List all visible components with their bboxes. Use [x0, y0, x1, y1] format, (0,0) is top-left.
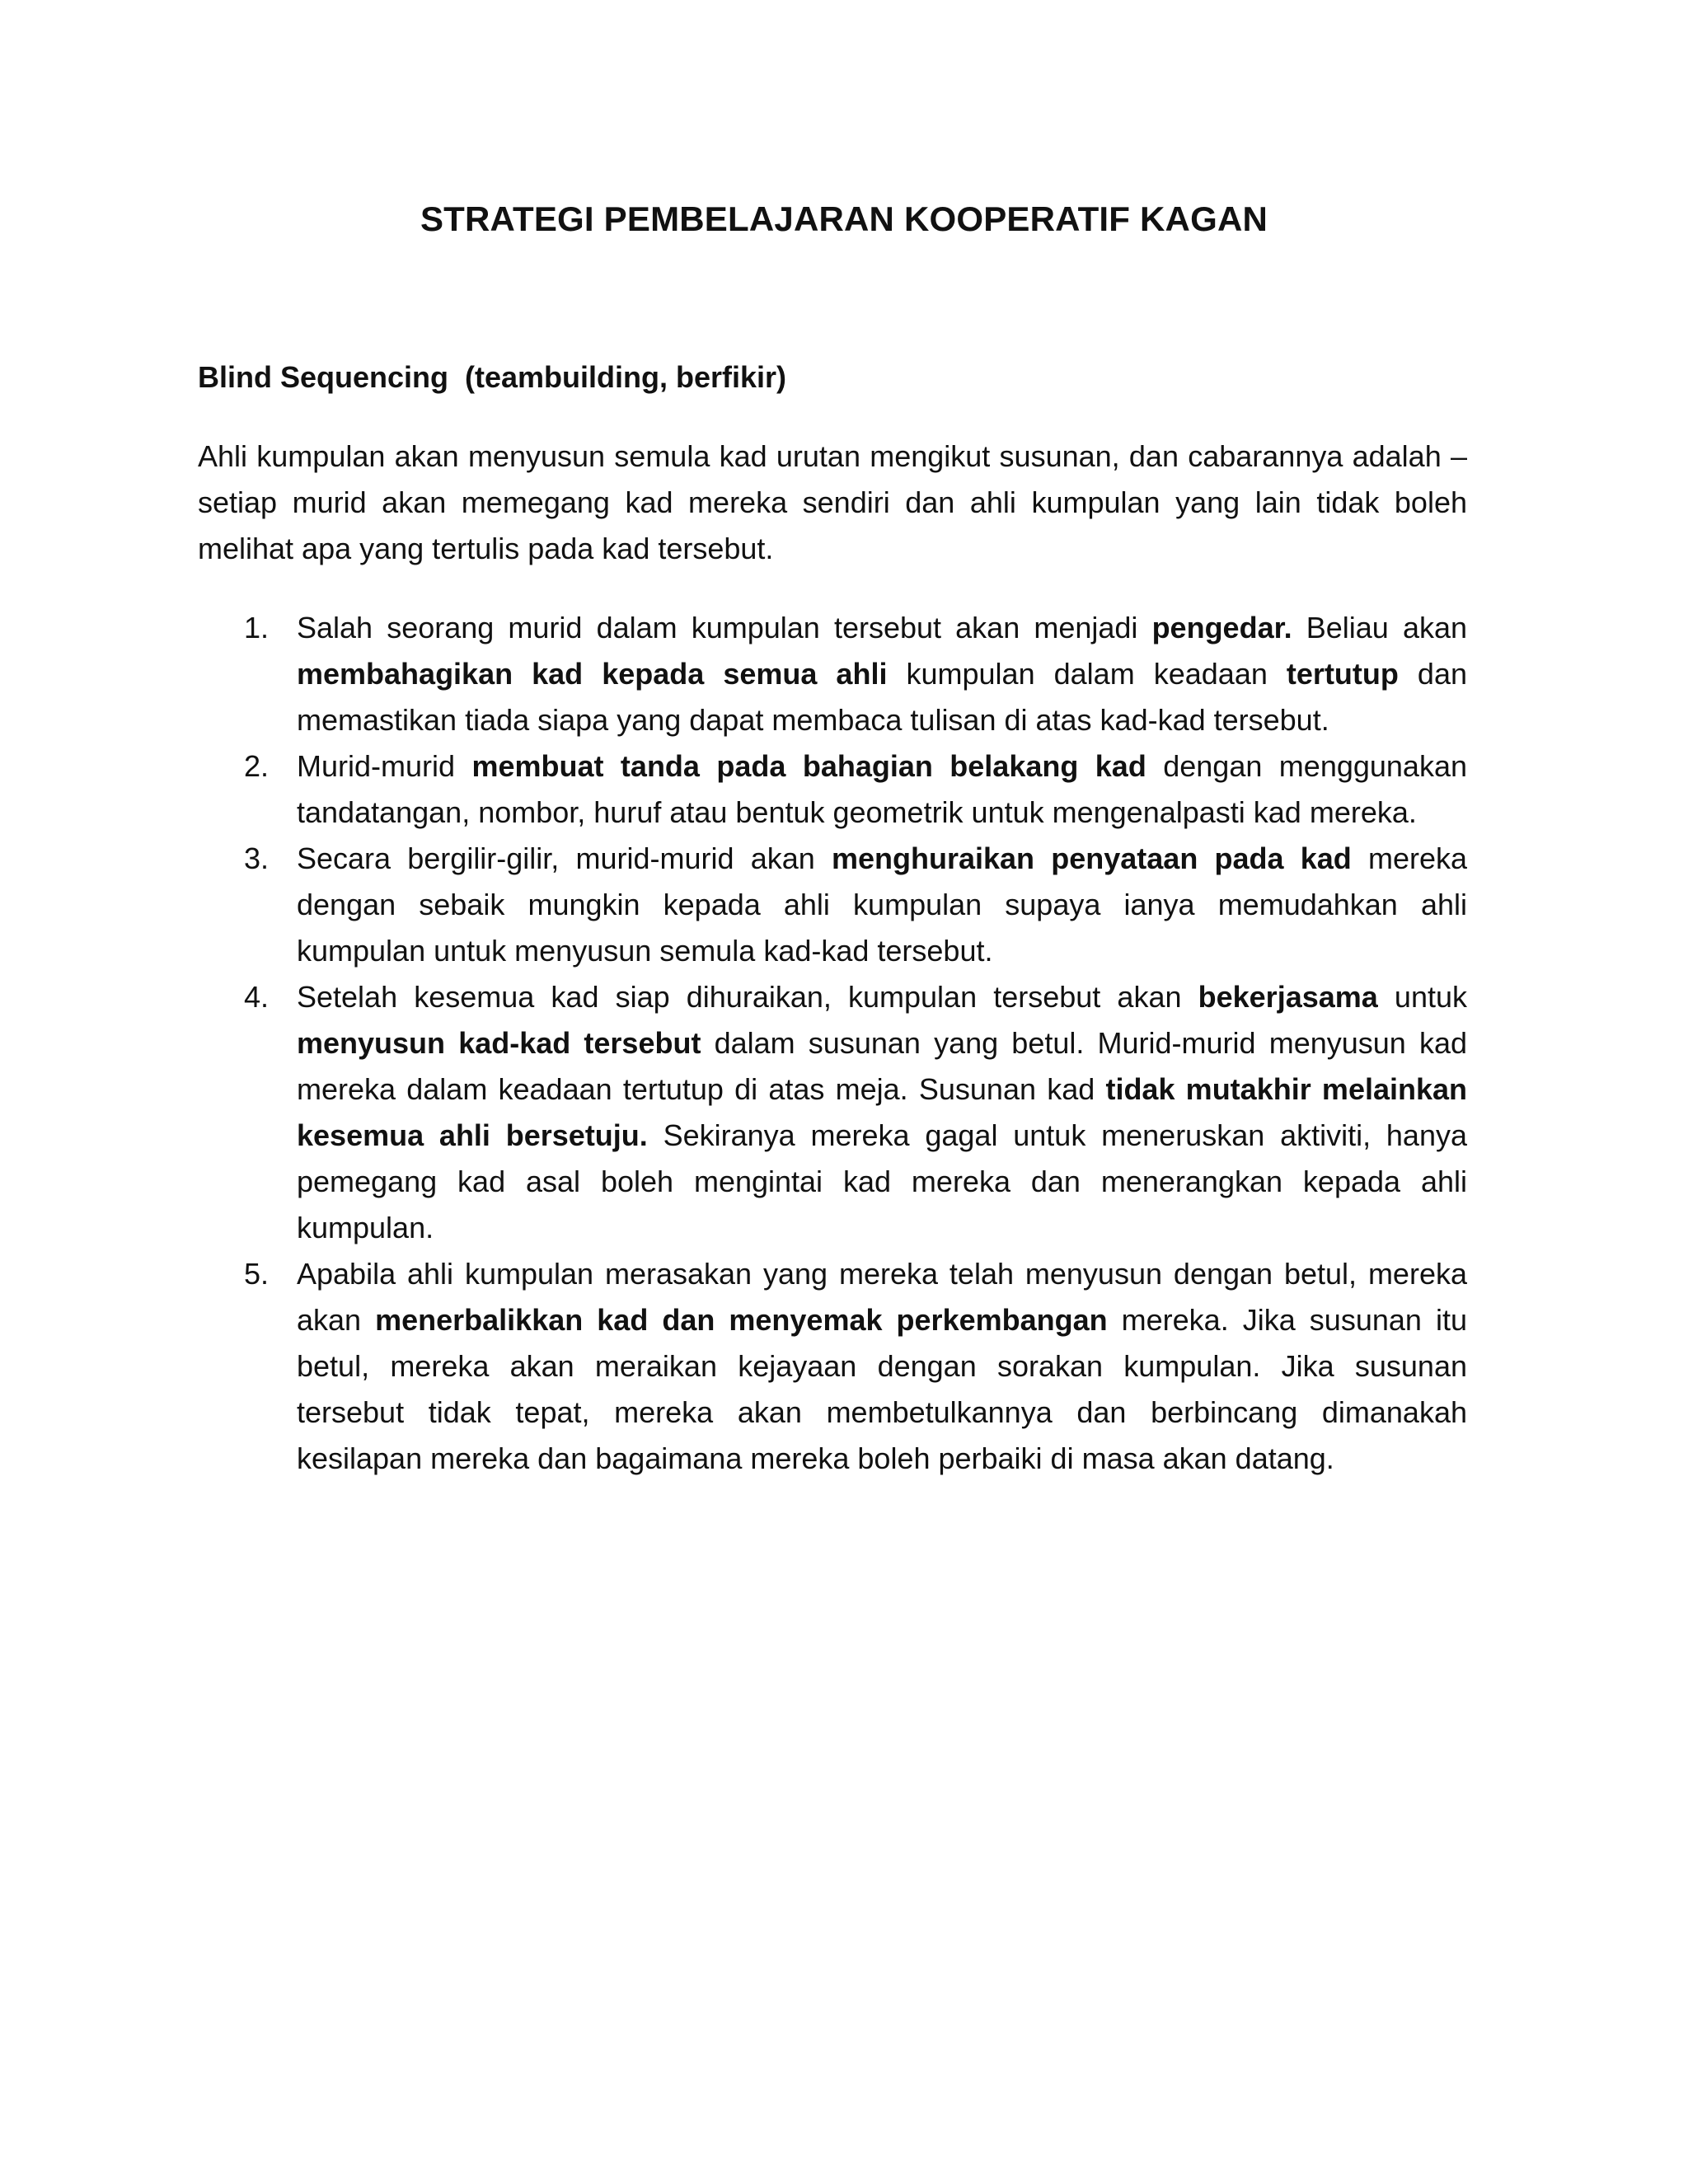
- step-number: 5.: [244, 1257, 270, 1291]
- steps-list: [198, 605, 1467, 1482]
- list-item: [198, 1251, 1467, 1482]
- step-text: [297, 749, 1467, 829]
- list-item: [198, 743, 1467, 836]
- text-segment: dalam susunan yang betul. Murid-murid menyusun kad mereka dalam keadaan tertutup di atas meja. Susunan kad: [297, 1026, 1467, 1106]
- bold-text: membahagikan kad kepada semua ahli: [297, 657, 888, 691]
- step-text: [297, 611, 1467, 737]
- text-segment: kumpulan dalam keadaan: [887, 657, 1287, 691]
- bold-text: menerbalikkan kad dan menyemak perkembangan: [375, 1303, 1108, 1337]
- list-item: [198, 836, 1467, 974]
- bold-text: menyusun kad-kad tersebut: [297, 1026, 701, 1060]
- step-number: 1.: [244, 611, 270, 644]
- text-segment: Apabila ahli kumpulan merasakan yang mereka telah menyusun dengan betul, mereka akan: [297, 1257, 1467, 1337]
- text-segment: Murid-murid: [297, 749, 472, 783]
- document-title: STRATEGI PEMBELAJARAN KOOPERATIF KAGAN: [420, 199, 1268, 238]
- text-segment: Salah seorang murid dalam kumpulan tersebut akan menjadi: [297, 611, 1152, 644]
- text-segment: untuk: [1377, 980, 1467, 1014]
- step-number: 4.: [244, 980, 270, 1014]
- step-number: 3.: [244, 841, 270, 875]
- list-item: [198, 974, 1467, 1251]
- section-heading: Blind Sequencing (teambuilding, berfikir): [198, 360, 787, 394]
- bold-text: tertutup: [1286, 657, 1399, 691]
- bold-text: menghuraikan penyataan pada kad: [831, 841, 1352, 875]
- text-segment: dengan menggunakan tandatangan, nombor, huruf atau bentuk geometrik untuk mengenalpasti kad mereka.: [297, 749, 1467, 829]
- text-segment: Beliau akan: [1292, 611, 1468, 644]
- text-segment: Secara bergilir-gilir, murid-murid akan: [297, 841, 832, 875]
- step-text: [297, 1257, 1467, 1475]
- step-text: [297, 841, 1467, 968]
- text-segment: Sekiranya mereka gagal untuk meneruskan aktiviti, hanya pemegang kad asal boleh mengintai kad mereka dan menerangkan kepada ahli kumpulan.: [297, 1118, 1467, 1244]
- bold-text: membuat tanda pada bahagian belakang kad: [471, 749, 1146, 783]
- list-item: [198, 605, 1467, 743]
- bold-text: bekerjasama: [1198, 980, 1378, 1014]
- text-segment: Setelah kesemua kad siap dihuraikan, kumpulan tersebut akan: [297, 980, 1198, 1014]
- bold-text: tidak mutakhir melainkan kesemua ahli bersetuju.: [297, 1072, 1468, 1152]
- bold-text: pengedar.: [1151, 611, 1292, 644]
- intro-paragraph: Ahli kumpulan akan menyusun semula kad urutan mengikut susunan, dan cabarannya adalah – setiap murid akan memegang kad mereka sendiri dan ahli kumpulan yang lain tidak boleh melihat apa yang tertulis pada kad tersebut.: [198, 439, 1467, 565]
- text-segment: mereka. Jika susunan itu betul, mereka akan meraikan kejayaan dengan sorakan kumpulan. Jika susunan tersebut tidak tepat, mereka akan membetulkannya dan berbincang dimanakah kesilapan mereka dan bagaimana mereka boleh perbaiki di masa akan datang.: [297, 1303, 1467, 1475]
- step-number: 2.: [244, 749, 270, 783]
- text-segment: dan memastikan tiada siapa yang dapat membaca tulisan di atas kad-kad tersebut.: [297, 657, 1468, 737]
- document-body: [198, 354, 1467, 1482]
- step-text: [297, 980, 1467, 1244]
- text-segment: mereka dengan sebaik mungkin kepada ahli kumpulan supaya ianya memudahkan ahli kumpulan untuk menyusun semula kad-kad tersebut.: [297, 841, 1468, 968]
